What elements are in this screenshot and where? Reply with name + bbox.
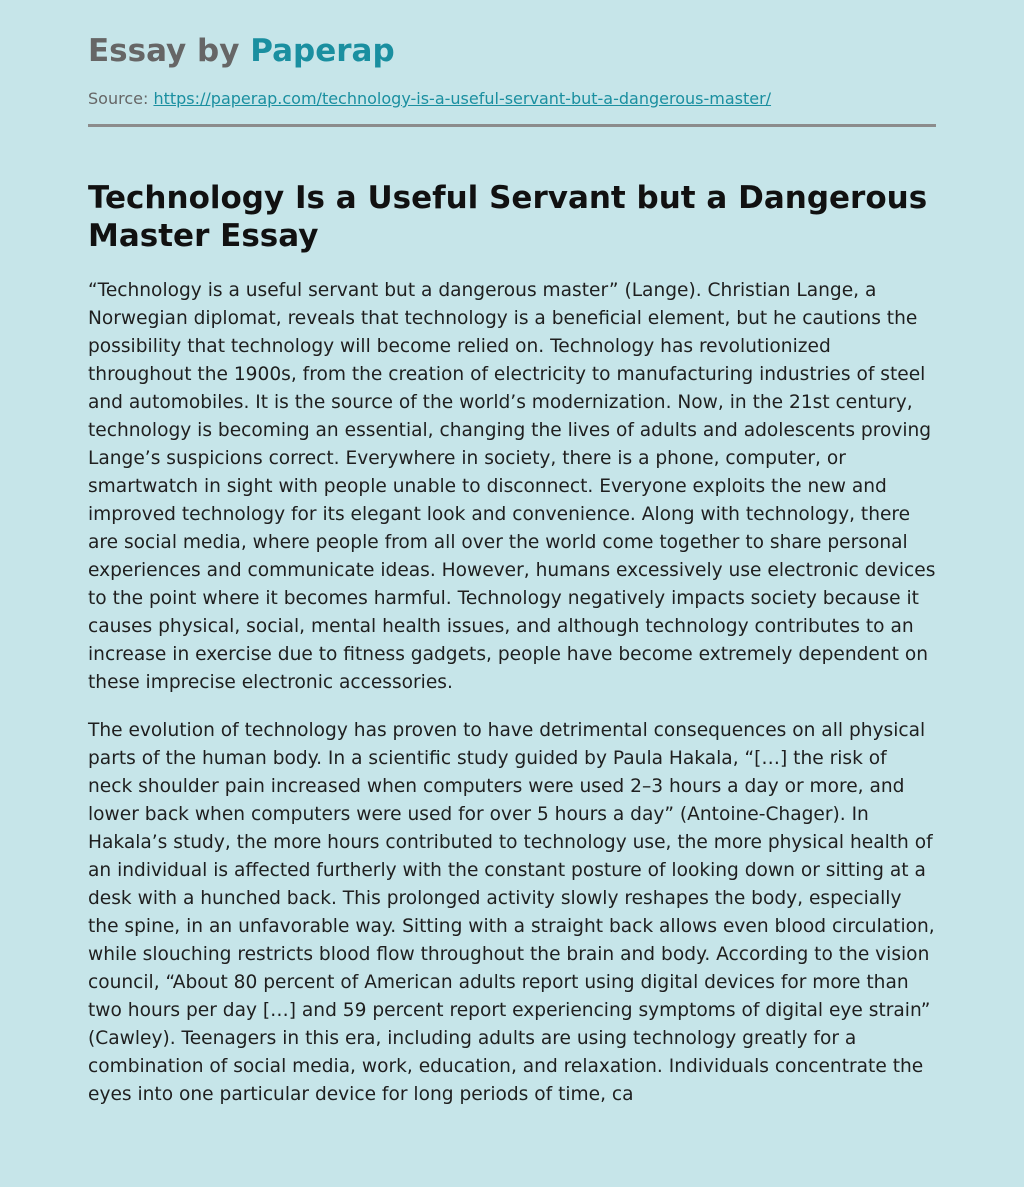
site-brand bbox=[88, 30, 936, 72]
source-line bbox=[88, 88, 936, 110]
source-label: Source: bbox=[88, 89, 149, 108]
article-body bbox=[88, 277, 936, 1109]
article-paragraph: The evolution of technology has proven to have detrimental consequences on all physical parts of the human body. In a scientific study guided by Paula Hakala, “[…] the risk of neck shoulder pain increased when computers were used 2–3 hours a day or more, and lower back when computers were used for over 5 hours a day” (Antoine-Chager). In Hakala’s study, the more hours contributed to technology use, the more physical health of an individual is affected furtherly with the constant posture of looking down or sitting at a desk with a hunched back. This prolonged activity slowly reshapes the body, especially the spine, in an unfavorable way. Sitting with a straight back allows even blood circulation, while slouching restricts blood flow throughout the brain and body. According to the vision council, “About 80 percent of American adults report using digital devices for more than two hours per day […] and 59 percent report experiencing symptoms of digital eye strain” (Cawley). Teenagers in this era, including adults are using technology greatly for a combination of social media, work, education, and relaxation. Individuals concentrate the eyes into one particular device for long periods of time, ca bbox=[88, 720, 935, 1105]
article-paragraph: “Technology is a useful servant but a dangerous master” (Lange). Christian Lange, a Norwegian diplomat, reveals that technology is a beneficial element, but he cautions the possibility that technology will become relied on. Technology has revolutionized throughout the 1900s, from the creation of electricity to manufacturing industries of steel and automobiles. It is the source of the world’s modernization. Now, in the 21st century, technology is becoming an essential, changing the lives of adults and adolescents proving Lange’s suspicions correct. Everywhere in society, there is a phone, computer, or smartwatch in sight with people unable to disconnect. Everyone exploits the new and improved technology for its elegant look and convenience. Along with technology, there are social media, where people from all over the world come together to share personal experiences and communicate ideas. However, humans excessively use electronic devices to the point where it becomes harmful. Technology negatively impacts society because it causes physical, social, mental health issues, and although technology contributes to an increase in exercise due to fitness gadgets, people have become extremely dependent on these imprecise electronic accessories. bbox=[88, 280, 936, 693]
source-link[interactable]: https://paperap.com/technology-is-a-useful-servant-but-a-dangerous-master/ bbox=[153, 89, 772, 108]
brand-name: Paperap bbox=[250, 33, 395, 69]
article-title: Technology Is a Useful Servant but a Dangerous Master Essay bbox=[88, 180, 928, 254]
page-container bbox=[88, 30, 936, 1109]
brand-prefix: Essay by bbox=[88, 33, 240, 69]
header-divider bbox=[88, 124, 936, 127]
